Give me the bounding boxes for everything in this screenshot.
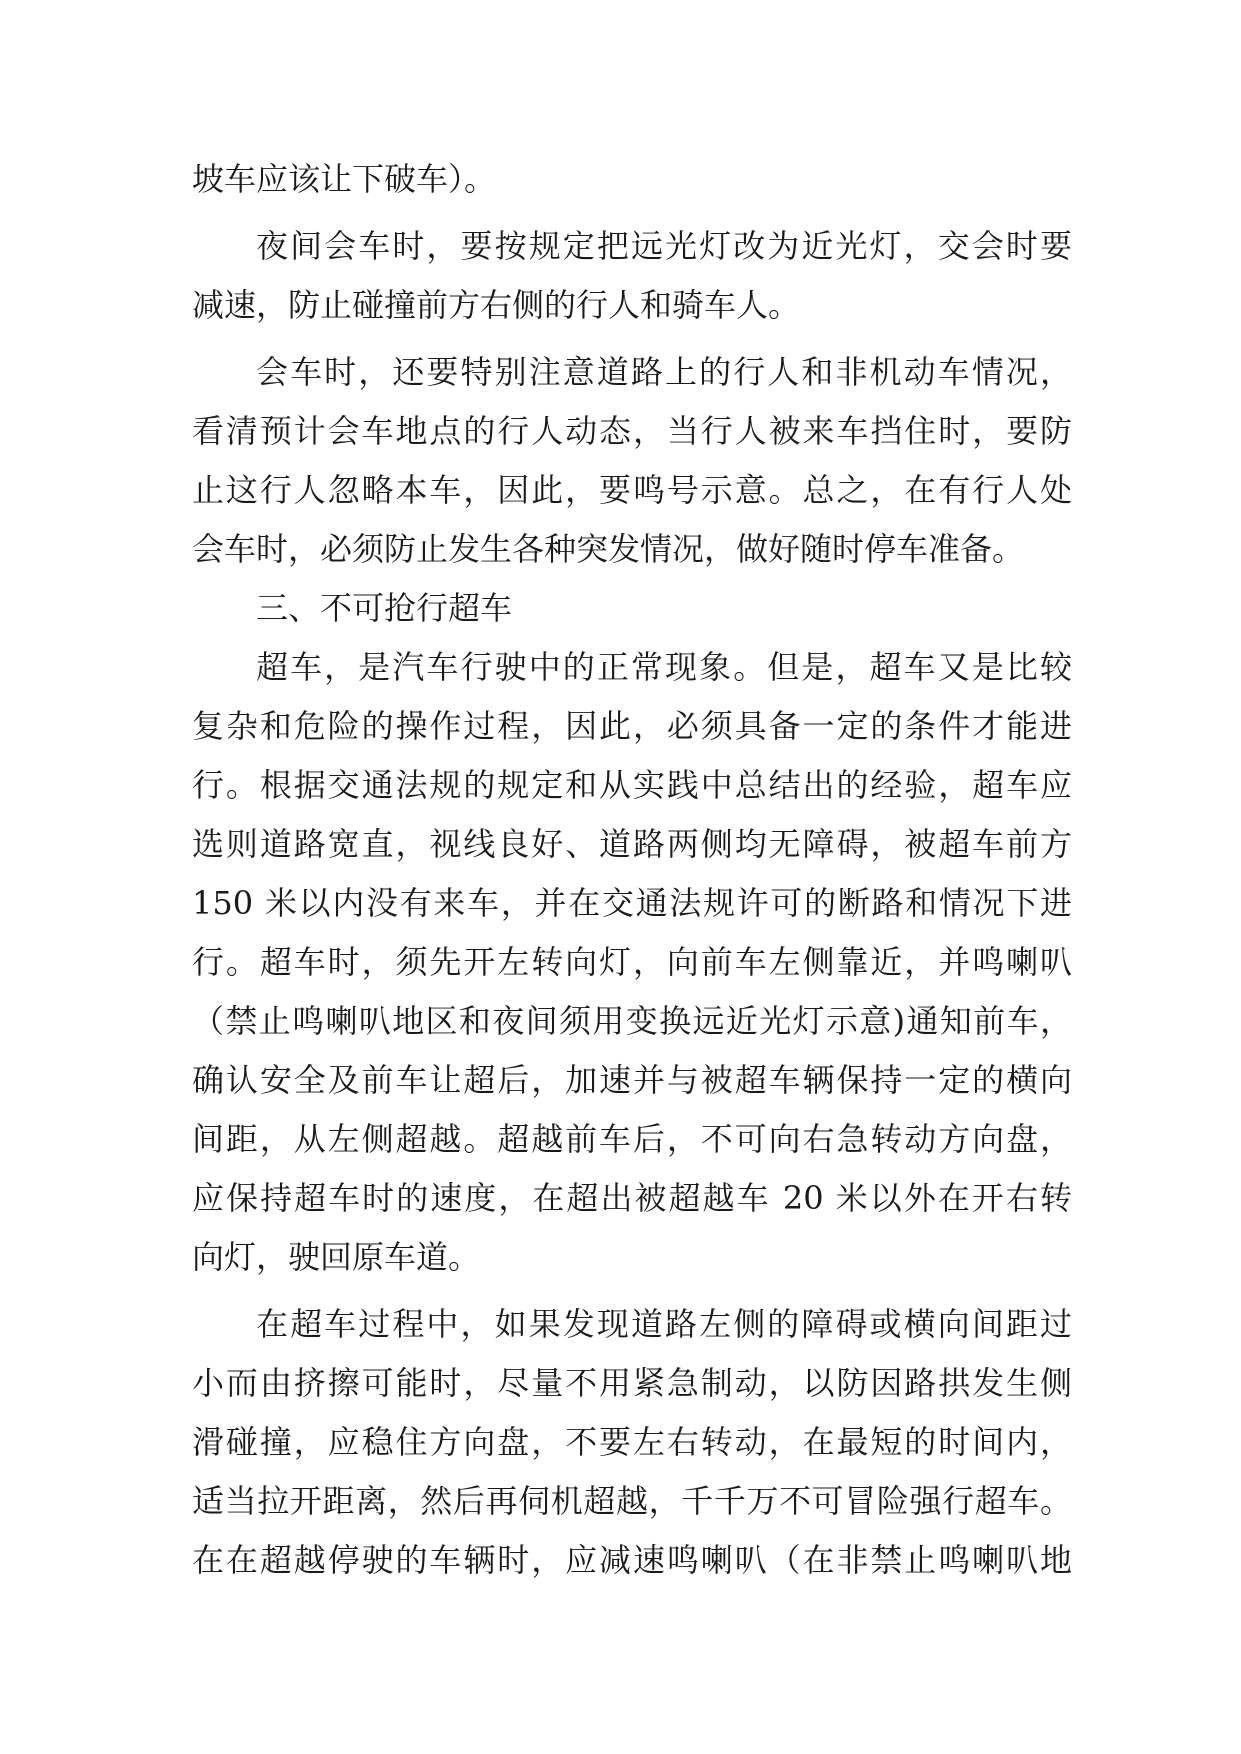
paragraph: [192, 1295, 1072, 1590]
text-line: 止这行人忽略本车，因此，要鸣号示意。总之，在有行人处: [192, 471, 1072, 509]
text-line: 会车时，还要特别注意道路上的行人和非机动车情况，: [256, 353, 1072, 391]
text-line: 减速，防止碰撞前方右侧的行人和骑车人。: [192, 286, 801, 324]
text-line: 复杂和危险的操作过程，因此，必须具备一定的条件才能进: [192, 707, 1072, 745]
text-line: 夜间会车时，要按规定把远光灯改为近光灯，交会时要: [256, 227, 1072, 265]
text-line: 选则道路宽直，视线良好、道路两侧均无障碍，被超车前方: [192, 825, 1072, 863]
text-line: 看清预计会车地点的行人动态，当行人被来车挡住时，要防: [192, 412, 1072, 450]
text-line: 超车，是汽车行驶中的正常现象。但是，超车又是比较: [256, 648, 1072, 686]
section-heading-text: 三、不可抢行超车: [256, 589, 513, 627]
text-line: 在超车过程中，如果发现道路左侧的障碍或横向间距过: [256, 1305, 1072, 1343]
text-line: 确认安全及前车让超后，加速并与被超车辆保持一定的横向: [192, 1061, 1072, 1099]
paragraph: [192, 150, 1072, 209]
text-line: 适当拉开距离，然后再伺机超越，千千万不可冒险强行超车。: [192, 1482, 1072, 1520]
text-line: 间距，从左侧超越。超越前车后，不可向右急转动方向盘，: [192, 1120, 1072, 1158]
text-line: 在在超越停驶的车辆时，应减速鸣喇叭（在非禁止鸣喇叭地: [192, 1541, 1072, 1579]
paragraph: [192, 638, 1072, 1287]
section-heading: [192, 579, 1072, 638]
text-line: 小而由挤擦可能时，尽量不用紧急制动，以防因路拱发生侧: [192, 1364, 1072, 1402]
text-line: 应保持超车时的速度，在超出被超越车 20 米以外在开右转: [192, 1179, 1072, 1217]
text-line: 向灯，驶回原车道。: [192, 1238, 481, 1276]
text-line: 行。超车时，须先开左转向灯，向前车左侧靠近，并鸣喇叭: [192, 943, 1072, 981]
text-line: 会车时，必须防止发生各种突发情况，做好随时停车准备。: [192, 530, 1025, 568]
paragraph: [192, 217, 1072, 335]
text-line: 行。根据交通法规的规定和从实践中总结出的经验，超车应: [192, 766, 1072, 804]
text-line: 滑碰撞，应稳住方向盘，不要左右转动，在最短的时间内，: [192, 1423, 1072, 1461]
text-line: 坡车应该让下破车）。: [192, 160, 497, 198]
paragraph: [192, 343, 1072, 579]
text-line: （禁止鸣喇叭地区和夜间须用变换远近光灯示意)通知前车，: [192, 1002, 1072, 1040]
body-text: [192, 150, 1072, 1590]
text-line: 150 米以内没有来车，并在交通法规许可的断路和情况下进: [192, 884, 1072, 922]
